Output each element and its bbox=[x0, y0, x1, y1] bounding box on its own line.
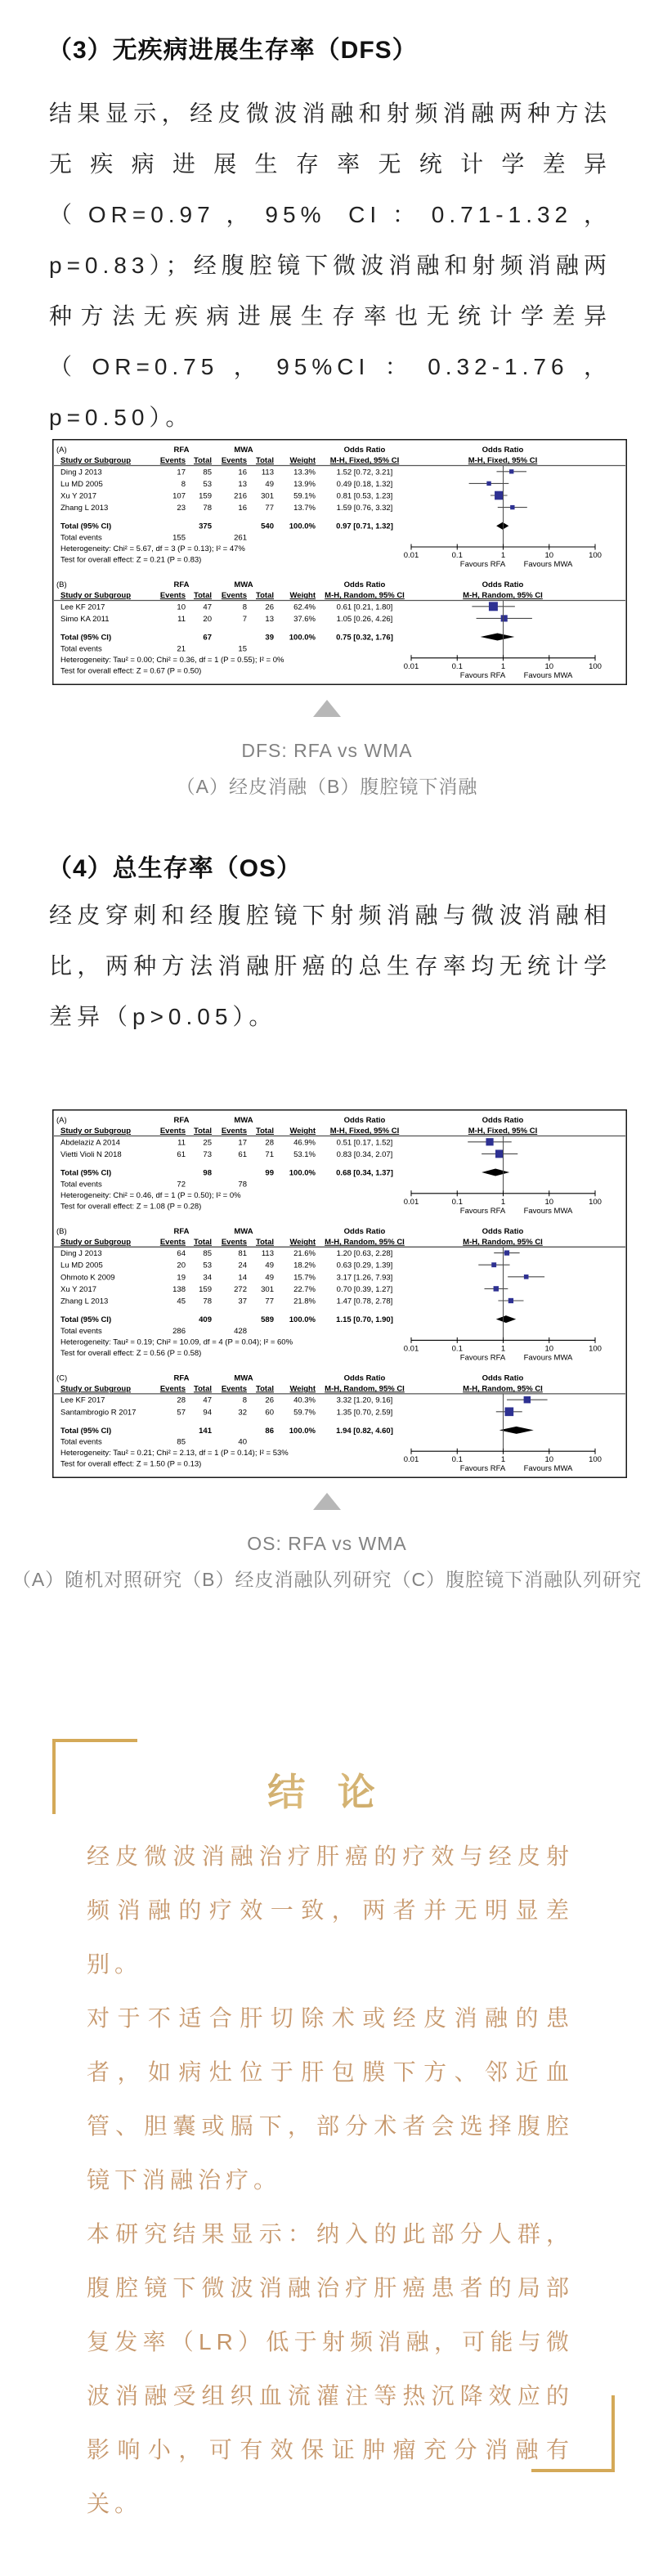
total-row: Total (95% CI) bbox=[60, 1315, 112, 1325]
forest-text: 409 bbox=[199, 1315, 212, 1325]
conclusion-title: 结 论 bbox=[0, 1763, 654, 1817]
favours-left-label: Favours RFA bbox=[459, 1464, 506, 1474]
col-header: Events bbox=[159, 591, 186, 600]
forest-text: 0.68 [0.34, 1.37] bbox=[336, 1168, 393, 1178]
col-header: Events bbox=[221, 1127, 247, 1136]
panel-label: (B) bbox=[56, 580, 67, 589]
col-header: M-H, Random, 95% CI bbox=[325, 1384, 405, 1394]
forest-text: 286 bbox=[172, 1326, 186, 1336]
forest-text: 62.4% bbox=[293, 603, 316, 612]
forest-text: 10 bbox=[177, 603, 186, 612]
forest-text: 113 bbox=[261, 1249, 274, 1259]
effect-header: Odds Ratio bbox=[482, 446, 524, 455]
col-header: Weight bbox=[289, 1237, 316, 1247]
forest-text: 0.70 [0.39, 1.27] bbox=[336, 1284, 393, 1294]
effect-header: Odds Ratio bbox=[482, 580, 524, 589]
col-header: Weight bbox=[289, 1384, 316, 1394]
col-header: Study or Subgroup bbox=[60, 591, 132, 600]
study-name: Zhang L 2013 bbox=[60, 1297, 109, 1306]
col-header: Events bbox=[159, 1384, 186, 1394]
forest-text: 100.0% bbox=[289, 522, 316, 531]
forest-text: 0.63 [0.29, 1.39] bbox=[336, 1261, 393, 1270]
forest-text: 20 bbox=[177, 1261, 186, 1270]
forest-text: 78 bbox=[203, 1297, 212, 1306]
forest-text: 100.0% bbox=[289, 1426, 316, 1436]
forest-text: Total events bbox=[60, 644, 102, 654]
or-square-marker bbox=[486, 482, 490, 486]
or-square-marker bbox=[489, 602, 498, 611]
forest-text: 21 bbox=[177, 644, 186, 654]
forest-text: Total events bbox=[60, 1326, 102, 1336]
pooled-diamond-marker bbox=[481, 634, 515, 641]
figure-os-caption bbox=[0, 1525, 654, 1597]
heterogeneity-text: Heterogeneity: Tau² = 0.21; Chi² = 2.13, df = 1 (P = 0.14); I² = 53% bbox=[60, 1449, 289, 1458]
axis-tick-label: 1 bbox=[500, 1197, 506, 1207]
or-square-marker bbox=[494, 1286, 499, 1291]
or-square-marker bbox=[495, 1149, 504, 1158]
forest-text: 26 bbox=[265, 603, 274, 612]
col-header: Total bbox=[256, 456, 274, 465]
col-header: Events bbox=[159, 456, 186, 465]
forest-text: 15.7% bbox=[293, 1273, 316, 1283]
col-header: Total bbox=[194, 591, 212, 600]
axis-tick-label: 10 bbox=[544, 661, 554, 671]
forest-text: 138 bbox=[172, 1284, 186, 1294]
axis-tick-label: 10 bbox=[544, 551, 554, 560]
forest-text: 73 bbox=[203, 1149, 212, 1159]
forest-text: 71 bbox=[265, 1149, 274, 1159]
overall-effect-text: Test for overall effect: Z = 0.67 (P = 0.50) bbox=[60, 666, 202, 676]
forest-text: 78 bbox=[203, 504, 212, 513]
col-header: Study or Subgroup bbox=[60, 1384, 132, 1394]
heterogeneity-text: Heterogeneity: Chi² = 5.67, df = 3 (P = 0.13); I² = 47% bbox=[60, 544, 245, 553]
favours-right-label: Favours MWA bbox=[523, 560, 573, 569]
forest-text: 159 bbox=[199, 1284, 212, 1294]
forest-text: 15 bbox=[238, 644, 247, 654]
forest-text: 8 bbox=[181, 479, 186, 489]
section-os-paragraph: 经皮穿刺和经腹腔镜下射频消融与微波消融相比，两种方法消融肝癌的总生存率均无统计学差异（p>0.05）。 bbox=[49, 903, 611, 1029]
col-header: Events bbox=[221, 456, 247, 465]
axis-tick-label: 0.01 bbox=[403, 1455, 419, 1465]
forest-text: 49 bbox=[265, 1273, 274, 1283]
or-square-marker bbox=[495, 491, 504, 500]
conclusion-paragraph: 本研究结果显示：纳入的此部分人群，腹腔镜下微波消融治疗肝癌患者的局部复发率（LR）低于射频消融，可能与微波消融受组织血流灌注等热沉降效应的影响小，可有效保证肿瘤充分消融有关。 bbox=[87, 2221, 574, 2516]
forest-text: 301 bbox=[261, 491, 274, 501]
favours-left-label: Favours RFA bbox=[459, 1206, 506, 1216]
forest-text: 375 bbox=[199, 522, 212, 531]
forest-text: 107 bbox=[172, 491, 186, 501]
axis-tick-label: 10 bbox=[544, 1197, 554, 1207]
or-square-marker bbox=[501, 615, 508, 621]
effect-header: Odds Ratio bbox=[343, 446, 386, 455]
favours-right-label: Favours MWA bbox=[523, 1464, 573, 1474]
forest-text: 301 bbox=[261, 1284, 274, 1294]
or-square-marker bbox=[508, 1298, 513, 1303]
forest-text: 32 bbox=[238, 1408, 247, 1418]
axis-tick-label: 0.1 bbox=[451, 661, 463, 671]
study-name: Lee KF 2017 bbox=[60, 1396, 105, 1405]
forest-text: 53 bbox=[203, 1261, 212, 1270]
study-name: Ding J 2013 bbox=[60, 1249, 102, 1259]
forest-text: 13.3% bbox=[293, 468, 316, 477]
figure-dfs-caption bbox=[0, 732, 654, 804]
col-header: Events bbox=[159, 1127, 186, 1136]
effect-header: Odds Ratio bbox=[482, 1226, 524, 1236]
col-header: Total bbox=[194, 456, 212, 465]
axis-tick-label: 100 bbox=[589, 661, 602, 671]
figure-dfs-caption-title: DFS: RFA vs WMA bbox=[241, 740, 413, 761]
forest-text: 19 bbox=[177, 1273, 186, 1283]
col-header: Study or Subgroup bbox=[60, 456, 132, 465]
forest-text: 21.8% bbox=[293, 1297, 316, 1306]
figure-os-caption-title: OS: RFA vs WMA bbox=[247, 1533, 407, 1554]
forest-text: 45 bbox=[177, 1297, 186, 1306]
or-square-marker bbox=[504, 1407, 513, 1416]
forest-text: 57 bbox=[177, 1408, 186, 1418]
col-header: Study or Subgroup bbox=[60, 1127, 132, 1136]
favours-right-label: Favours MWA bbox=[523, 1353, 573, 1363]
forest-text: 40 bbox=[238, 1437, 247, 1447]
col-header: Events bbox=[221, 1237, 247, 1247]
forest-text: 540 bbox=[261, 522, 274, 531]
forest-text: 155 bbox=[172, 533, 186, 543]
figure-os-forest-plot[interactable] bbox=[52, 1109, 627, 1478]
panel-label: (B) bbox=[56, 1226, 67, 1236]
forest-text: 17 bbox=[238, 1138, 247, 1148]
axis-tick-label: 0.1 bbox=[451, 1455, 463, 1465]
col-header: M-H, Random, 95% CI bbox=[325, 591, 405, 600]
forest-text: 0.81 [0.53, 1.23] bbox=[336, 491, 393, 501]
or-square-marker bbox=[524, 1396, 531, 1403]
col-header: Total bbox=[194, 1237, 212, 1247]
or-square-marker bbox=[509, 469, 513, 473]
figure-collapse-arrow-icon bbox=[313, 700, 341, 717]
panel-label: (A) bbox=[56, 446, 67, 455]
forest-text: 113 bbox=[261, 468, 274, 477]
favours-right-label: Favours MWA bbox=[523, 1206, 573, 1216]
forest-text: 49 bbox=[265, 1261, 274, 1270]
study-name: Ohmoto K 2009 bbox=[60, 1273, 115, 1283]
col-header: M-H, Fixed, 95% CI bbox=[329, 456, 400, 465]
forest-text: 1.35 [0.70, 2.59] bbox=[336, 1408, 393, 1418]
col-header: Weight bbox=[289, 456, 316, 465]
forest-text: 34 bbox=[203, 1273, 212, 1283]
forest-text: 77 bbox=[265, 1297, 274, 1306]
section-dfs-paragraph: 结果显示，经皮微波消融和射频消融两种方法无疾病进展生存率无统计学差异（OR=0.97，95% CI：0.71-1.32，p=0.83）；经腹腔镜下微波消融和射频消融两种方法无疾病进展生存率也无统计学差异（OR=0.75，95%CI：0.32-1.76，p=0.50）。 bbox=[49, 101, 611, 430]
forest-text: 85 bbox=[177, 1437, 186, 1447]
forest-text: 100.0% bbox=[289, 1315, 316, 1325]
forest-text: 47 bbox=[203, 1396, 212, 1405]
forest-text: 37.6% bbox=[293, 614, 316, 624]
forest-text: 60 bbox=[265, 1408, 274, 1418]
figure-collapse-arrow-icon bbox=[313, 1493, 341, 1510]
effect-header: Odds Ratio bbox=[482, 1116, 524, 1125]
forest-text: 22.7% bbox=[293, 1284, 316, 1294]
forest-text: 64 bbox=[177, 1249, 186, 1259]
effect-header: Odds Ratio bbox=[343, 1373, 386, 1383]
axis-tick-label: 0.01 bbox=[403, 1344, 419, 1354]
axis-tick-label: 0.01 bbox=[403, 551, 419, 560]
forest-text: 85 bbox=[203, 1249, 212, 1259]
study-name: Simo KA 2011 bbox=[60, 614, 110, 624]
forest-text: 78 bbox=[238, 1180, 247, 1189]
forest-text: 13.7% bbox=[293, 504, 316, 513]
favours-right-label: Favours MWA bbox=[523, 670, 573, 680]
forest-text: 72 bbox=[177, 1180, 186, 1189]
col-header: M-H, Random, 95% CI bbox=[325, 1237, 405, 1247]
forest-text: 28 bbox=[177, 1396, 186, 1405]
effect-header: Odds Ratio bbox=[343, 580, 386, 589]
forest-text: 1.47 [0.78, 2.78] bbox=[336, 1297, 393, 1306]
col-header: M-H, Fixed, 95% CI bbox=[468, 456, 538, 465]
group-header: MWA bbox=[234, 1116, 253, 1125]
forest-plot-os bbox=[52, 1109, 627, 1478]
forest-text: 13.9% bbox=[293, 479, 316, 489]
col-header: Total bbox=[256, 591, 274, 600]
or-square-marker bbox=[504, 1250, 509, 1255]
study-name: Lee KF 2017 bbox=[60, 603, 105, 612]
forest-text: 8 bbox=[242, 1396, 247, 1405]
forest-text: 8 bbox=[242, 603, 247, 612]
axis-tick-label: 1 bbox=[500, 1344, 506, 1354]
forest-text: 47 bbox=[203, 603, 212, 612]
forest-text: 23 bbox=[177, 504, 186, 513]
forest-text: 100.0% bbox=[289, 1168, 316, 1178]
forest-text: 100.0% bbox=[289, 633, 316, 643]
forest-text: 1.59 [0.76, 3.32] bbox=[336, 504, 393, 513]
forest-text: 272 bbox=[234, 1284, 247, 1294]
favours-left-label: Favours RFA bbox=[459, 670, 506, 680]
total-row: Total (95% CI) bbox=[60, 522, 112, 531]
axis-tick-label: 100 bbox=[589, 551, 602, 560]
forest-text: 94 bbox=[203, 1408, 212, 1418]
study-name: Lu MD 2005 bbox=[60, 479, 103, 489]
total-row: Total (95% CI) bbox=[60, 1426, 112, 1436]
or-square-marker bbox=[486, 1138, 493, 1145]
panel-label: (A) bbox=[56, 1116, 67, 1125]
overall-effect-text: Test for overall effect: Z = 0.21 (P = 0.83) bbox=[60, 555, 202, 565]
col-header: Events bbox=[221, 1384, 247, 1394]
forest-text: 11 bbox=[177, 1138, 186, 1148]
forest-text: 61 bbox=[177, 1149, 186, 1159]
forest-text: 81 bbox=[238, 1249, 247, 1259]
forest-text: 86 bbox=[265, 1426, 274, 1436]
pooled-diamond-marker bbox=[496, 1315, 516, 1323]
group-header: RFA bbox=[173, 1373, 190, 1383]
forest-text: 20 bbox=[203, 614, 212, 624]
forest-text: 17 bbox=[177, 468, 186, 477]
forest-text: Total events bbox=[60, 1180, 102, 1189]
col-header: Study or Subgroup bbox=[60, 1237, 132, 1247]
forest-text: 77 bbox=[265, 504, 274, 513]
or-square-marker bbox=[510, 505, 514, 509]
favours-left-label: Favours RFA bbox=[459, 1353, 506, 1363]
forest-text: 53 bbox=[203, 479, 212, 489]
col-header: Weight bbox=[289, 1127, 316, 1136]
group-header: RFA bbox=[173, 1116, 190, 1125]
forest-text: 25 bbox=[203, 1138, 212, 1148]
study-name: Santambrogio R 2017 bbox=[60, 1408, 137, 1418]
forest-text: Total events bbox=[60, 533, 102, 543]
col-header: Total bbox=[256, 1127, 274, 1136]
group-header: MWA bbox=[234, 446, 253, 455]
or-square-marker bbox=[524, 1275, 529, 1279]
study-name: Zhang L 2013 bbox=[60, 504, 109, 513]
forest-text: 0.51 [0.17, 1.52] bbox=[336, 1138, 393, 1148]
heterogeneity-text: Heterogeneity: Tau² = 0.00; Chi² = 0.36, df = 1 (P = 0.55); I² = 0% bbox=[60, 655, 284, 665]
forest-text: 99 bbox=[265, 1168, 274, 1178]
axis-tick-label: 100 bbox=[589, 1455, 602, 1465]
axis-tick-label: 1 bbox=[500, 1455, 506, 1465]
forest-text: 53.1% bbox=[293, 1149, 316, 1159]
effect-header: Odds Ratio bbox=[343, 1116, 386, 1125]
panel-label: (C) bbox=[56, 1373, 68, 1383]
forest-text: 85 bbox=[203, 468, 212, 477]
forest-text: 0.75 [0.32, 1.76] bbox=[336, 633, 393, 643]
forest-text: 26 bbox=[265, 1396, 274, 1405]
axis-tick-label: 10 bbox=[544, 1344, 554, 1354]
group-header: MWA bbox=[234, 580, 253, 589]
effect-header: Odds Ratio bbox=[482, 1373, 524, 1383]
group-header: RFA bbox=[173, 1226, 190, 1236]
figure-os-caption-legend: （A）随机对照研究（B）经皮消融队列研究（C）腹腔镜下消融队列研究 bbox=[11, 1569, 643, 1590]
study-name: Xu Y 2017 bbox=[60, 1284, 97, 1294]
axis-tick-label: 100 bbox=[589, 1344, 602, 1354]
group-header: RFA bbox=[173, 446, 190, 455]
forest-text: 49 bbox=[265, 479, 274, 489]
group-header: MWA bbox=[234, 1373, 253, 1383]
col-header: M-H, Random, 95% CI bbox=[463, 1384, 543, 1394]
figure-dfs-forest-plot[interactable] bbox=[52, 439, 627, 685]
forest-text: 3.17 [1.26, 7.93] bbox=[336, 1273, 393, 1283]
total-row: Total (95% CI) bbox=[60, 633, 112, 643]
forest-text: 1.52 [0.72, 3.21] bbox=[336, 468, 393, 477]
col-header: Total bbox=[256, 1384, 274, 1394]
axis-tick-label: 0.01 bbox=[403, 661, 419, 671]
forest-text: 24 bbox=[238, 1261, 247, 1270]
col-header: M-H, Fixed, 95% CI bbox=[329, 1127, 400, 1136]
forest-text: 0.83 [0.34, 2.07] bbox=[336, 1149, 393, 1159]
conclusion-body bbox=[87, 1830, 574, 2531]
forest-text: 39 bbox=[265, 633, 274, 643]
col-header: M-H, Fixed, 95% CI bbox=[468, 1127, 538, 1136]
section-dfs-heading: （3）无疾病进展生存率（DFS） bbox=[47, 37, 418, 64]
forest-text: 216 bbox=[234, 491, 247, 501]
axis-tick-label: 100 bbox=[589, 1197, 602, 1207]
axis-tick-label: 0.1 bbox=[451, 1197, 463, 1207]
forest-text: 0.49 [0.18, 1.32] bbox=[336, 479, 393, 489]
forest-text: 1.94 [0.82, 4.60] bbox=[336, 1426, 393, 1436]
favours-left-label: Favours RFA bbox=[459, 560, 506, 569]
forest-text: 13 bbox=[265, 614, 274, 624]
overall-effect-text: Test for overall effect: Z = 1.50 (P = 0.13) bbox=[60, 1459, 202, 1469]
forest-text: 7 bbox=[242, 614, 247, 624]
forest-text: 11 bbox=[177, 614, 186, 624]
conclusion-paragraph: 经皮微波消融治疗肝癌的疗效与经皮射频消融的疗效一致，两者并无明显差别。 bbox=[87, 1844, 574, 1977]
col-header: Total bbox=[194, 1127, 212, 1136]
forest-text: 1.05 [0.26, 4.26] bbox=[336, 614, 393, 624]
group-header: RFA bbox=[173, 580, 190, 589]
col-header: Weight bbox=[289, 591, 316, 600]
forest-text: 1.20 [0.63, 2.28] bbox=[336, 1249, 393, 1259]
col-header: Total bbox=[194, 1384, 212, 1394]
forest-text: 3.32 [1.20, 9.16] bbox=[336, 1396, 393, 1405]
forest-text: 18.2% bbox=[293, 1261, 316, 1270]
forest-text: 589 bbox=[261, 1315, 274, 1325]
forest-text: 16 bbox=[238, 468, 247, 477]
forest-text: 59.7% bbox=[293, 1408, 316, 1418]
group-header: MWA bbox=[234, 1226, 253, 1236]
forest-text: 40.3% bbox=[293, 1396, 316, 1405]
col-header: Events bbox=[221, 591, 247, 600]
axis-tick-label: 1 bbox=[500, 661, 506, 671]
corner-bracket-bottom-right-icon bbox=[531, 2395, 615, 2472]
study-name: Ding J 2013 bbox=[60, 468, 102, 477]
forest-text: 59.1% bbox=[293, 491, 316, 501]
forest-plot-dfs bbox=[52, 439, 627, 685]
effect-header: Odds Ratio bbox=[343, 1226, 386, 1236]
heterogeneity-text: Heterogeneity: Tau² = 0.19; Chi² = 10.09, df = 4 (P = 0.04); I² = 60% bbox=[60, 1337, 293, 1347]
forest-text: 61 bbox=[238, 1149, 247, 1159]
overall-effect-text: Test for overall effect: Z = 0.56 (P = 0.58) bbox=[60, 1348, 202, 1358]
forest-text: 261 bbox=[234, 533, 247, 543]
col-header: M-H, Random, 95% CI bbox=[463, 1237, 543, 1247]
forest-text: 0.97 [0.71, 1.32] bbox=[336, 522, 393, 531]
forest-text: 141 bbox=[199, 1426, 212, 1436]
total-row: Total (95% CI) bbox=[60, 1168, 112, 1178]
or-square-marker bbox=[491, 1262, 496, 1267]
overall-effect-text: Test for overall effect: Z = 1.08 (P = 0.28) bbox=[60, 1202, 202, 1212]
forest-text: 159 bbox=[199, 491, 212, 501]
axis-tick-label: 0.01 bbox=[403, 1197, 419, 1207]
forest-text: 37 bbox=[238, 1297, 247, 1306]
study-name: Abdelaziz A 2014 bbox=[60, 1138, 120, 1148]
forest-text: 98 bbox=[203, 1168, 212, 1178]
forest-text: 14 bbox=[238, 1273, 247, 1283]
forest-text: 28 bbox=[265, 1138, 274, 1148]
study-name: Xu Y 2017 bbox=[60, 491, 97, 501]
axis-tick-label: 1 bbox=[500, 551, 506, 560]
heterogeneity-text: Heterogeneity: Chi² = 0.46, df = 1 (P = 0.50); I² = 0% bbox=[60, 1190, 241, 1200]
col-header: M-H, Random, 95% CI bbox=[463, 591, 543, 600]
conclusion-paragraph: 对于不适合肝切除术或经皮消融的患者，如病灶位于肝包膜下方、邻近血管、胆囊或膈下，部分术者会选择腹腔镜下消融治疗。 bbox=[87, 2005, 574, 2193]
figure-dfs-caption-legend: （A）经皮消融（B）腹腔镜下消融 bbox=[176, 776, 478, 797]
forest-text: Total events bbox=[60, 1437, 102, 1447]
study-name: Lu MD 2005 bbox=[60, 1261, 103, 1270]
pooled-diamond-marker bbox=[482, 1169, 509, 1176]
forest-text: 0.61 [0.21, 1.80] bbox=[336, 603, 393, 612]
forest-text: 1.15 [0.70, 1.90] bbox=[336, 1315, 393, 1325]
study-name: Vietti Violi N 2018 bbox=[60, 1149, 122, 1159]
forest-text: 428 bbox=[234, 1326, 247, 1336]
forest-text: 67 bbox=[203, 633, 212, 643]
axis-tick-label: 0.1 bbox=[451, 551, 463, 560]
pooled-diamond-marker bbox=[499, 1427, 534, 1434]
pooled-diamond-marker bbox=[496, 522, 508, 530]
col-header: Total bbox=[256, 1237, 274, 1247]
forest-text: 13 bbox=[238, 479, 247, 489]
col-header: Events bbox=[159, 1237, 186, 1247]
forest-text: 16 bbox=[238, 504, 247, 513]
axis-tick-label: 0.1 bbox=[451, 1344, 463, 1354]
forest-text: 21.6% bbox=[293, 1249, 316, 1259]
forest-text: 46.9% bbox=[293, 1138, 316, 1148]
axis-tick-label: 10 bbox=[544, 1455, 554, 1465]
section-os-heading: （4）总生存率（OS） bbox=[47, 855, 302, 882]
